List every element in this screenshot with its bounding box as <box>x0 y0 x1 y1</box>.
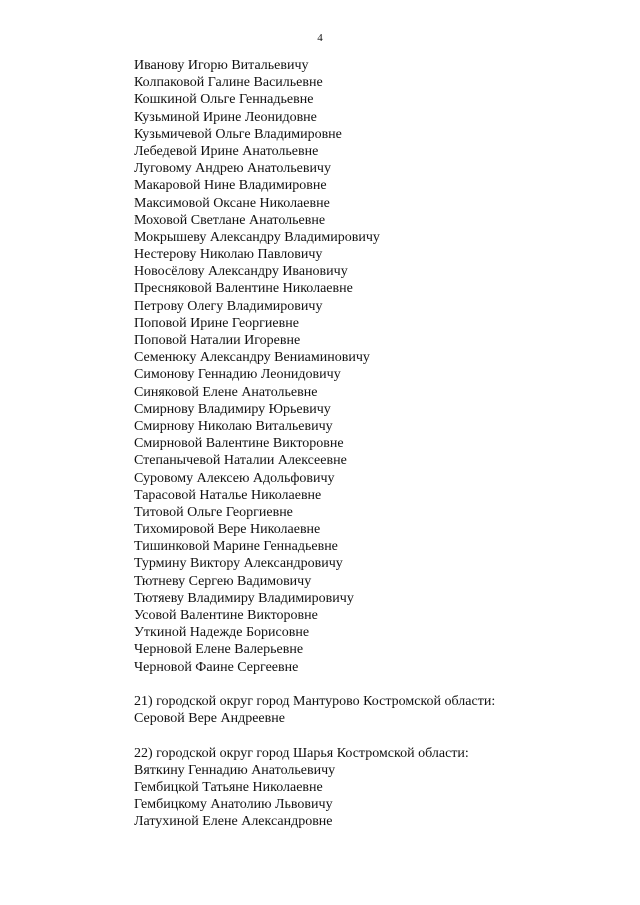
list-item: Смирнову Владимиру Юрьевичу <box>134 401 331 417</box>
list-item: Уткиной Надежде Борисовне <box>134 625 310 641</box>
list-item: Смирновой Валентине Викторовне <box>134 436 344 452</box>
list-item: Нестерову Николаю Павловичу <box>134 247 323 263</box>
list-item: Максимовой Оксане Николаевне <box>134 195 330 211</box>
list-item: Кошкиной Ольге Геннадьевне <box>134 92 314 108</box>
list-item: Моховой Светлане Анатольевне <box>134 212 326 228</box>
list-item: Суровому Алексею Адольфовичу <box>134 470 335 486</box>
list-item: Петрову Олегу Владимировичу <box>134 298 323 314</box>
list-item: Колпаковой Галине Васильевне <box>134 75 323 91</box>
list-item: Поповой Ирине Георгиевне <box>134 315 299 331</box>
page-number: 4 <box>317 32 323 44</box>
list-item: Поповой Наталии Игоревне <box>134 333 301 348</box>
list-item: Тютневу Сергею Вадимовичу <box>134 573 312 589</box>
list-item: Степанычевой Наталии Алексеевне <box>134 453 347 469</box>
section-heading: 22) городской округ город Шарья Костромской области: <box>134 745 469 761</box>
section-22 <box>134 745 594 831</box>
list-item: Тишинковой Марине Геннадьевне <box>134 539 338 555</box>
list-item: Латухиной Елене Александровне <box>134 814 333 830</box>
list-item: Кузьмичевой Ольге Владимировне <box>134 126 342 142</box>
section-heading: 21) городской округ город Мантурово Костромской области: <box>134 693 496 709</box>
names-list <box>134 57 594 676</box>
list-item: Кузьминой Ирине Леонидовне <box>134 109 317 125</box>
list-item: Смирнову Николаю Витальевичу <box>134 418 333 434</box>
document-body <box>134 57 594 830</box>
list-item: Черновой Елене Валерьевне <box>134 642 304 658</box>
list-item: Иванову Игорю Витальевичу <box>134 58 309 73</box>
list-item: Семенюку Александру Вениаминовичу <box>134 350 370 366</box>
section-21 <box>134 693 594 727</box>
list-item: Тарасовой Наталье Николаевне <box>134 487 322 503</box>
list-item: Турмину Виктору Александровичу <box>134 556 343 572</box>
list-item: Симонову Геннадию Леонидовичу <box>134 367 341 383</box>
list-item: Пресняковой Валентине Николаевне <box>134 281 353 297</box>
list-item: Лебедевой Ирине Анатольевне <box>134 143 319 159</box>
list-item: Мокрышеву Александру Владимировичу <box>134 229 380 245</box>
list-item: Гембицкому Анатолию Львовичу <box>134 797 333 813</box>
list-item: Тихомировой Вере Николаевне <box>134 522 321 538</box>
list-item: Титовой Ольге Георгиевне <box>134 504 293 520</box>
list-item: Луговому Андрею Анатольевичу <box>134 161 331 177</box>
list-item: Вяткину Геннадию Анатольевичу <box>134 762 336 778</box>
list-item: Тютяеву Владимиру Владимировичу <box>134 590 354 606</box>
list-item: Макаровой Нине Владимировне <box>134 178 327 194</box>
list-item: Усовой Валентине Викторовне <box>134 608 318 623</box>
list-item: Новосёлову Александру Ивановичу <box>134 264 348 280</box>
list-item: Гембицкой Татьяне Николаевне <box>134 779 323 795</box>
list-item: Синяковой Елене Анатольевне <box>134 384 318 400</box>
list-item: Черновой Фаине Сергеевне <box>134 659 299 675</box>
list-item: Серовой Вере Андреевне <box>134 711 285 727</box>
